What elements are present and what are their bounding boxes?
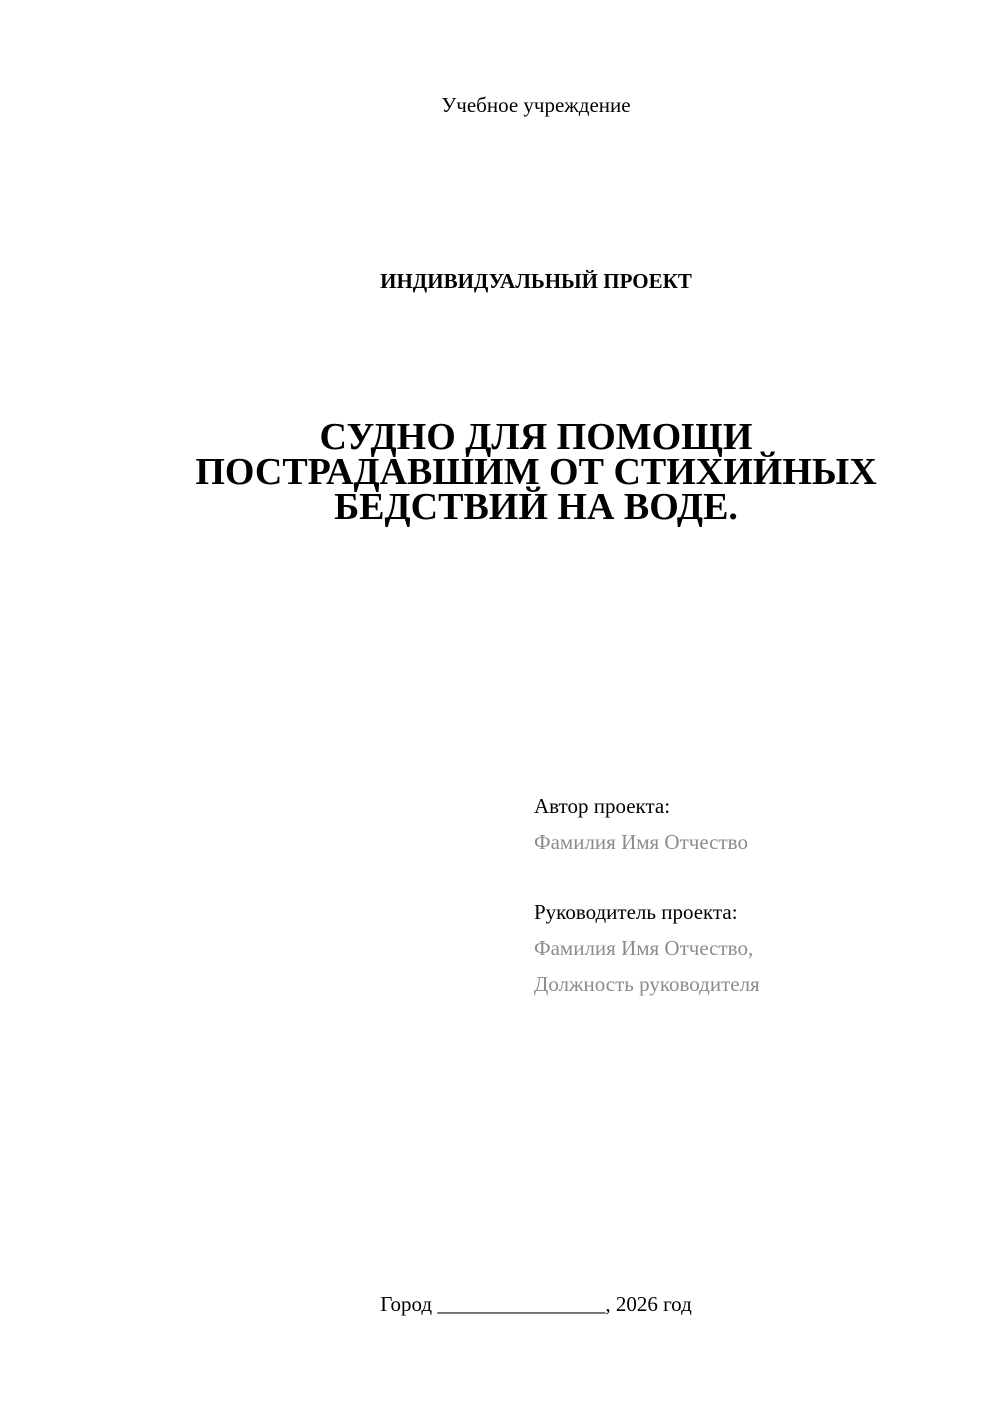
project-title-line-2: ПОСТРАДАВШИМ ОТ СТИХИЙНЫХ xyxy=(195,451,877,493)
author-label: Автор проекта: xyxy=(534,794,671,818)
credits-spacer xyxy=(534,860,974,894)
institution-name: Учебное учреждение xyxy=(441,93,631,117)
project-title-line-1: СУДНО ДЛЯ ПОМОЩИ xyxy=(319,416,753,458)
project-title-line-3: БЕДСТВИЙ НА ВОДЕ. xyxy=(334,486,738,528)
document-type: ИНДИВИДУАЛЬНЫЙ ПРОЕКТ xyxy=(380,269,692,293)
city-year-line xyxy=(0,1290,1000,1318)
city-blank-line: ________________ xyxy=(437,1292,606,1316)
credits-block xyxy=(534,788,974,1002)
supervisor-name: Фамилия Имя Отчество, xyxy=(534,936,754,960)
year-text: , 2026 год xyxy=(605,1292,692,1316)
supervisor-label: Руководитель проекта: xyxy=(534,900,738,924)
author-name: Фамилия Имя Отчество xyxy=(534,830,748,854)
project-title xyxy=(140,416,932,528)
supervisor-position: Должность руководителя xyxy=(534,972,760,996)
city-label: Город xyxy=(380,1292,433,1316)
